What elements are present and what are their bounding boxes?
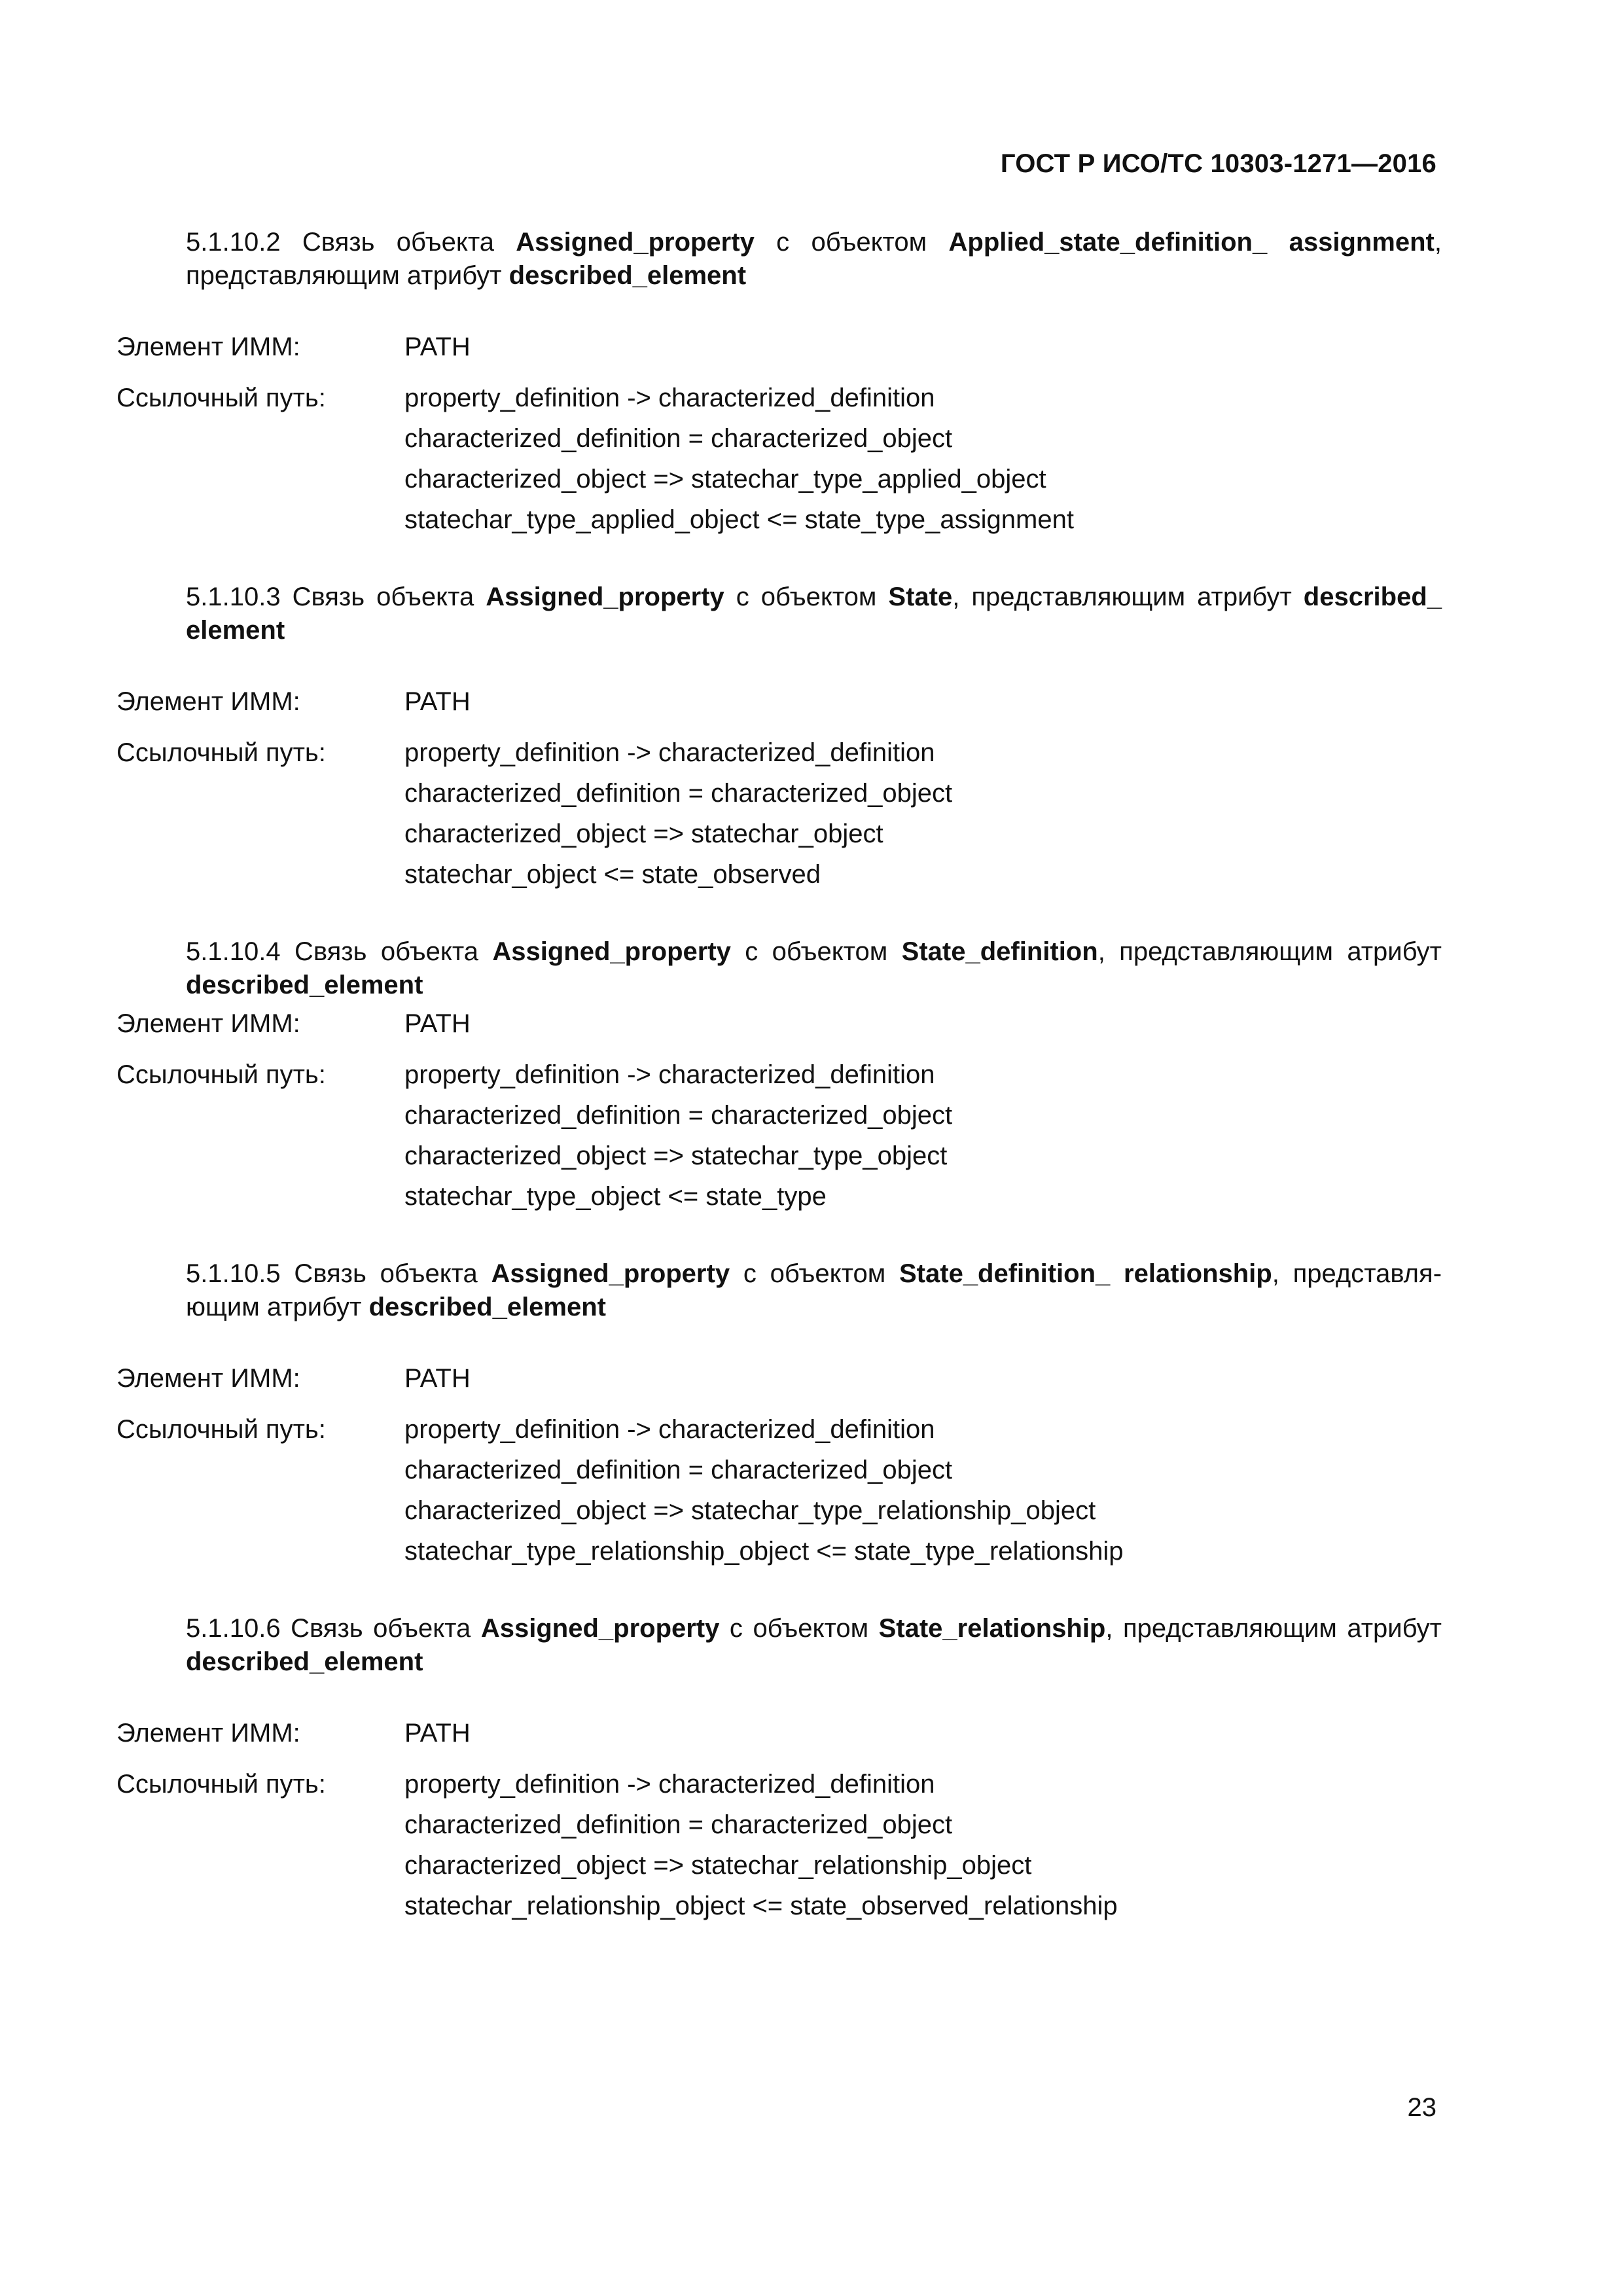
reference-path-line: statechar_type_applied_object <= state_type_assignment bbox=[404, 505, 1074, 534]
heading-text: , представляющим атрибут bbox=[952, 583, 1304, 611]
reference-path-label: Ссылочный путь: bbox=[116, 738, 326, 767]
reference-path-line: property_definition -> characterized_definition bbox=[404, 738, 935, 767]
imm-element-label: Элемент ИММ: bbox=[116, 1009, 300, 1038]
reference-path-row bbox=[116, 1413, 1442, 1575]
heading-text: 5.1.10.2 Связь объекта bbox=[186, 228, 516, 257]
reference-path-line: characterized_definition = characterized_object bbox=[404, 424, 953, 453]
heading-entity-name: Applied_state_definition_ assignment bbox=[948, 228, 1435, 257]
imm-element-value: PATH bbox=[404, 332, 471, 361]
imm-element-label: Элемент ИММ: bbox=[116, 1364, 300, 1393]
imm-element-value: PATH bbox=[404, 1364, 471, 1393]
imm-element-label: Элемент ИММ: bbox=[116, 332, 300, 361]
reference-path-line: property_definition -> characterized_definition bbox=[404, 1060, 935, 1089]
heading-attribute-name: described_element bbox=[368, 1293, 606, 1321]
reference-path-row bbox=[116, 736, 1442, 899]
reference-path-row bbox=[116, 1768, 1442, 1930]
clause-section bbox=[116, 1257, 1442, 1575]
clause-heading bbox=[116, 1257, 1442, 1324]
reference-path-label: Ссылочный путь: bbox=[116, 1415, 326, 1444]
reference-path-line: characterized_object => statechar_type_applied_object bbox=[404, 465, 1046, 493]
reference-path-row bbox=[116, 1058, 1442, 1221]
clause-section bbox=[116, 935, 1442, 1221]
imm-element-row bbox=[116, 685, 1442, 719]
clause-section bbox=[116, 1612, 1442, 1930]
heading-text: 5.1.10.4 Связь объекта bbox=[186, 937, 493, 966]
heading-attribute-name: described_ element bbox=[186, 583, 1442, 645]
page-content bbox=[116, 226, 1442, 1967]
page-number: 23 bbox=[1407, 2093, 1436, 2122]
reference-path-line: characterized_definition = characterized_object bbox=[404, 779, 953, 808]
heading-text: с объектом bbox=[730, 1259, 899, 1288]
heading-text: с объектом bbox=[730, 937, 902, 966]
imm-element-row bbox=[116, 1362, 1442, 1395]
imm-element-value: PATH bbox=[404, 1719, 471, 1748]
imm-element-label: Элемент ИММ: bbox=[116, 1719, 300, 1748]
imm-element-label: Элемент ИММ: bbox=[116, 687, 300, 716]
heading-text: , представляющим атрибут bbox=[1097, 937, 1442, 966]
heading-text: , представляющим атрибут bbox=[186, 228, 1442, 290]
reference-path-line: statechar_object <= state_observed bbox=[404, 860, 821, 889]
clause-heading bbox=[116, 581, 1442, 647]
heading-text: с объектом bbox=[754, 228, 949, 257]
reference-path-line: property_definition -> characterized_definition bbox=[404, 1770, 935, 1799]
clause-heading bbox=[116, 935, 1442, 1002]
imm-element-row bbox=[116, 331, 1442, 364]
heading-attribute-name: described_element bbox=[186, 1647, 423, 1676]
reference-path-lines bbox=[404, 1768, 1442, 1930]
heading-text: , представляющим атрибут bbox=[1105, 1614, 1442, 1643]
reference-path-line: characterized_object => statechar_type_object bbox=[404, 1141, 948, 1170]
heading-text: 5.1.10.5 Связь объекта bbox=[186, 1259, 491, 1288]
reference-path-line: characterized_object => statechar_object bbox=[404, 819, 883, 848]
imm-element-value: PATH bbox=[404, 687, 471, 716]
heading-attribute-name: described_element bbox=[508, 261, 747, 290]
reference-path-label: Ссылочный путь: bbox=[116, 384, 326, 412]
reference-path-row bbox=[116, 382, 1442, 544]
heading-entity-name: Assigned_property bbox=[492, 937, 731, 966]
clause-heading bbox=[116, 226, 1442, 293]
heading-attribute-name: described_element bbox=[186, 971, 423, 999]
clause-section bbox=[116, 581, 1442, 899]
reference-path-line: characterized_object => statechar_type_relationship_object bbox=[404, 1496, 1096, 1525]
heading-text: 5.1.10.3 Связь объекта bbox=[186, 583, 486, 611]
clause-heading bbox=[116, 1612, 1442, 1679]
reference-path-line: property_definition -> characterized_definition bbox=[404, 1415, 935, 1444]
document-number-header: ГОСТ Р ИСО/ТС 10303-1271—2016 bbox=[1000, 149, 1436, 178]
reference-path-line: characterized_object => statechar_relationship_object bbox=[404, 1851, 1032, 1880]
reference-path-lines bbox=[404, 1413, 1442, 1575]
reference-path-line: statechar_relationship_object <= state_observed_relationship bbox=[404, 1892, 1118, 1920]
heading-entity-name: Assigned_property bbox=[480, 1614, 720, 1643]
heading-text: с объектом bbox=[719, 1614, 879, 1643]
heading-entity-name: Assigned_property bbox=[516, 228, 755, 257]
heading-text: с объектом bbox=[724, 583, 889, 611]
reference-path-line: characterized_definition = characterized_object bbox=[404, 1810, 953, 1839]
heading-entity-name: Assigned_property bbox=[486, 583, 724, 611]
reference-path-line: characterized_definition = characterized_object bbox=[404, 1456, 953, 1484]
imm-element-row bbox=[116, 1717, 1442, 1750]
imm-element-value: PATH bbox=[404, 1009, 471, 1038]
heading-entity-name: State_relationship bbox=[878, 1614, 1106, 1643]
reference-path-label: Ссылочный путь: bbox=[116, 1060, 326, 1089]
reference-path-lines bbox=[404, 1058, 1442, 1221]
reference-path-line: characterized_definition = characterized_object bbox=[404, 1101, 953, 1130]
heading-entity-name: State_definition_ relationship bbox=[899, 1259, 1272, 1288]
heading-text: , представляющим атрибут bbox=[186, 1259, 1442, 1321]
heading-entity-name: Assigned_property bbox=[491, 1259, 730, 1288]
heading-text: 5.1.10.6 Связь объекта bbox=[186, 1614, 481, 1643]
heading-entity-name: State bbox=[888, 583, 953, 611]
reference-path-line: property_definition -> characterized_definition bbox=[404, 384, 935, 412]
heading-entity-name: State_definition bbox=[901, 937, 1098, 966]
reference-path-lines bbox=[404, 382, 1442, 544]
reference-path-lines bbox=[404, 736, 1442, 899]
reference-path-line: statechar_type_relationship_object <= state_type_relationship bbox=[404, 1537, 1124, 1566]
clause-section bbox=[116, 226, 1442, 544]
reference-path-line: statechar_type_object <= state_type bbox=[404, 1182, 827, 1211]
imm-element-row bbox=[116, 1007, 1442, 1041]
reference-path-label: Ссылочный путь: bbox=[116, 1770, 326, 1799]
